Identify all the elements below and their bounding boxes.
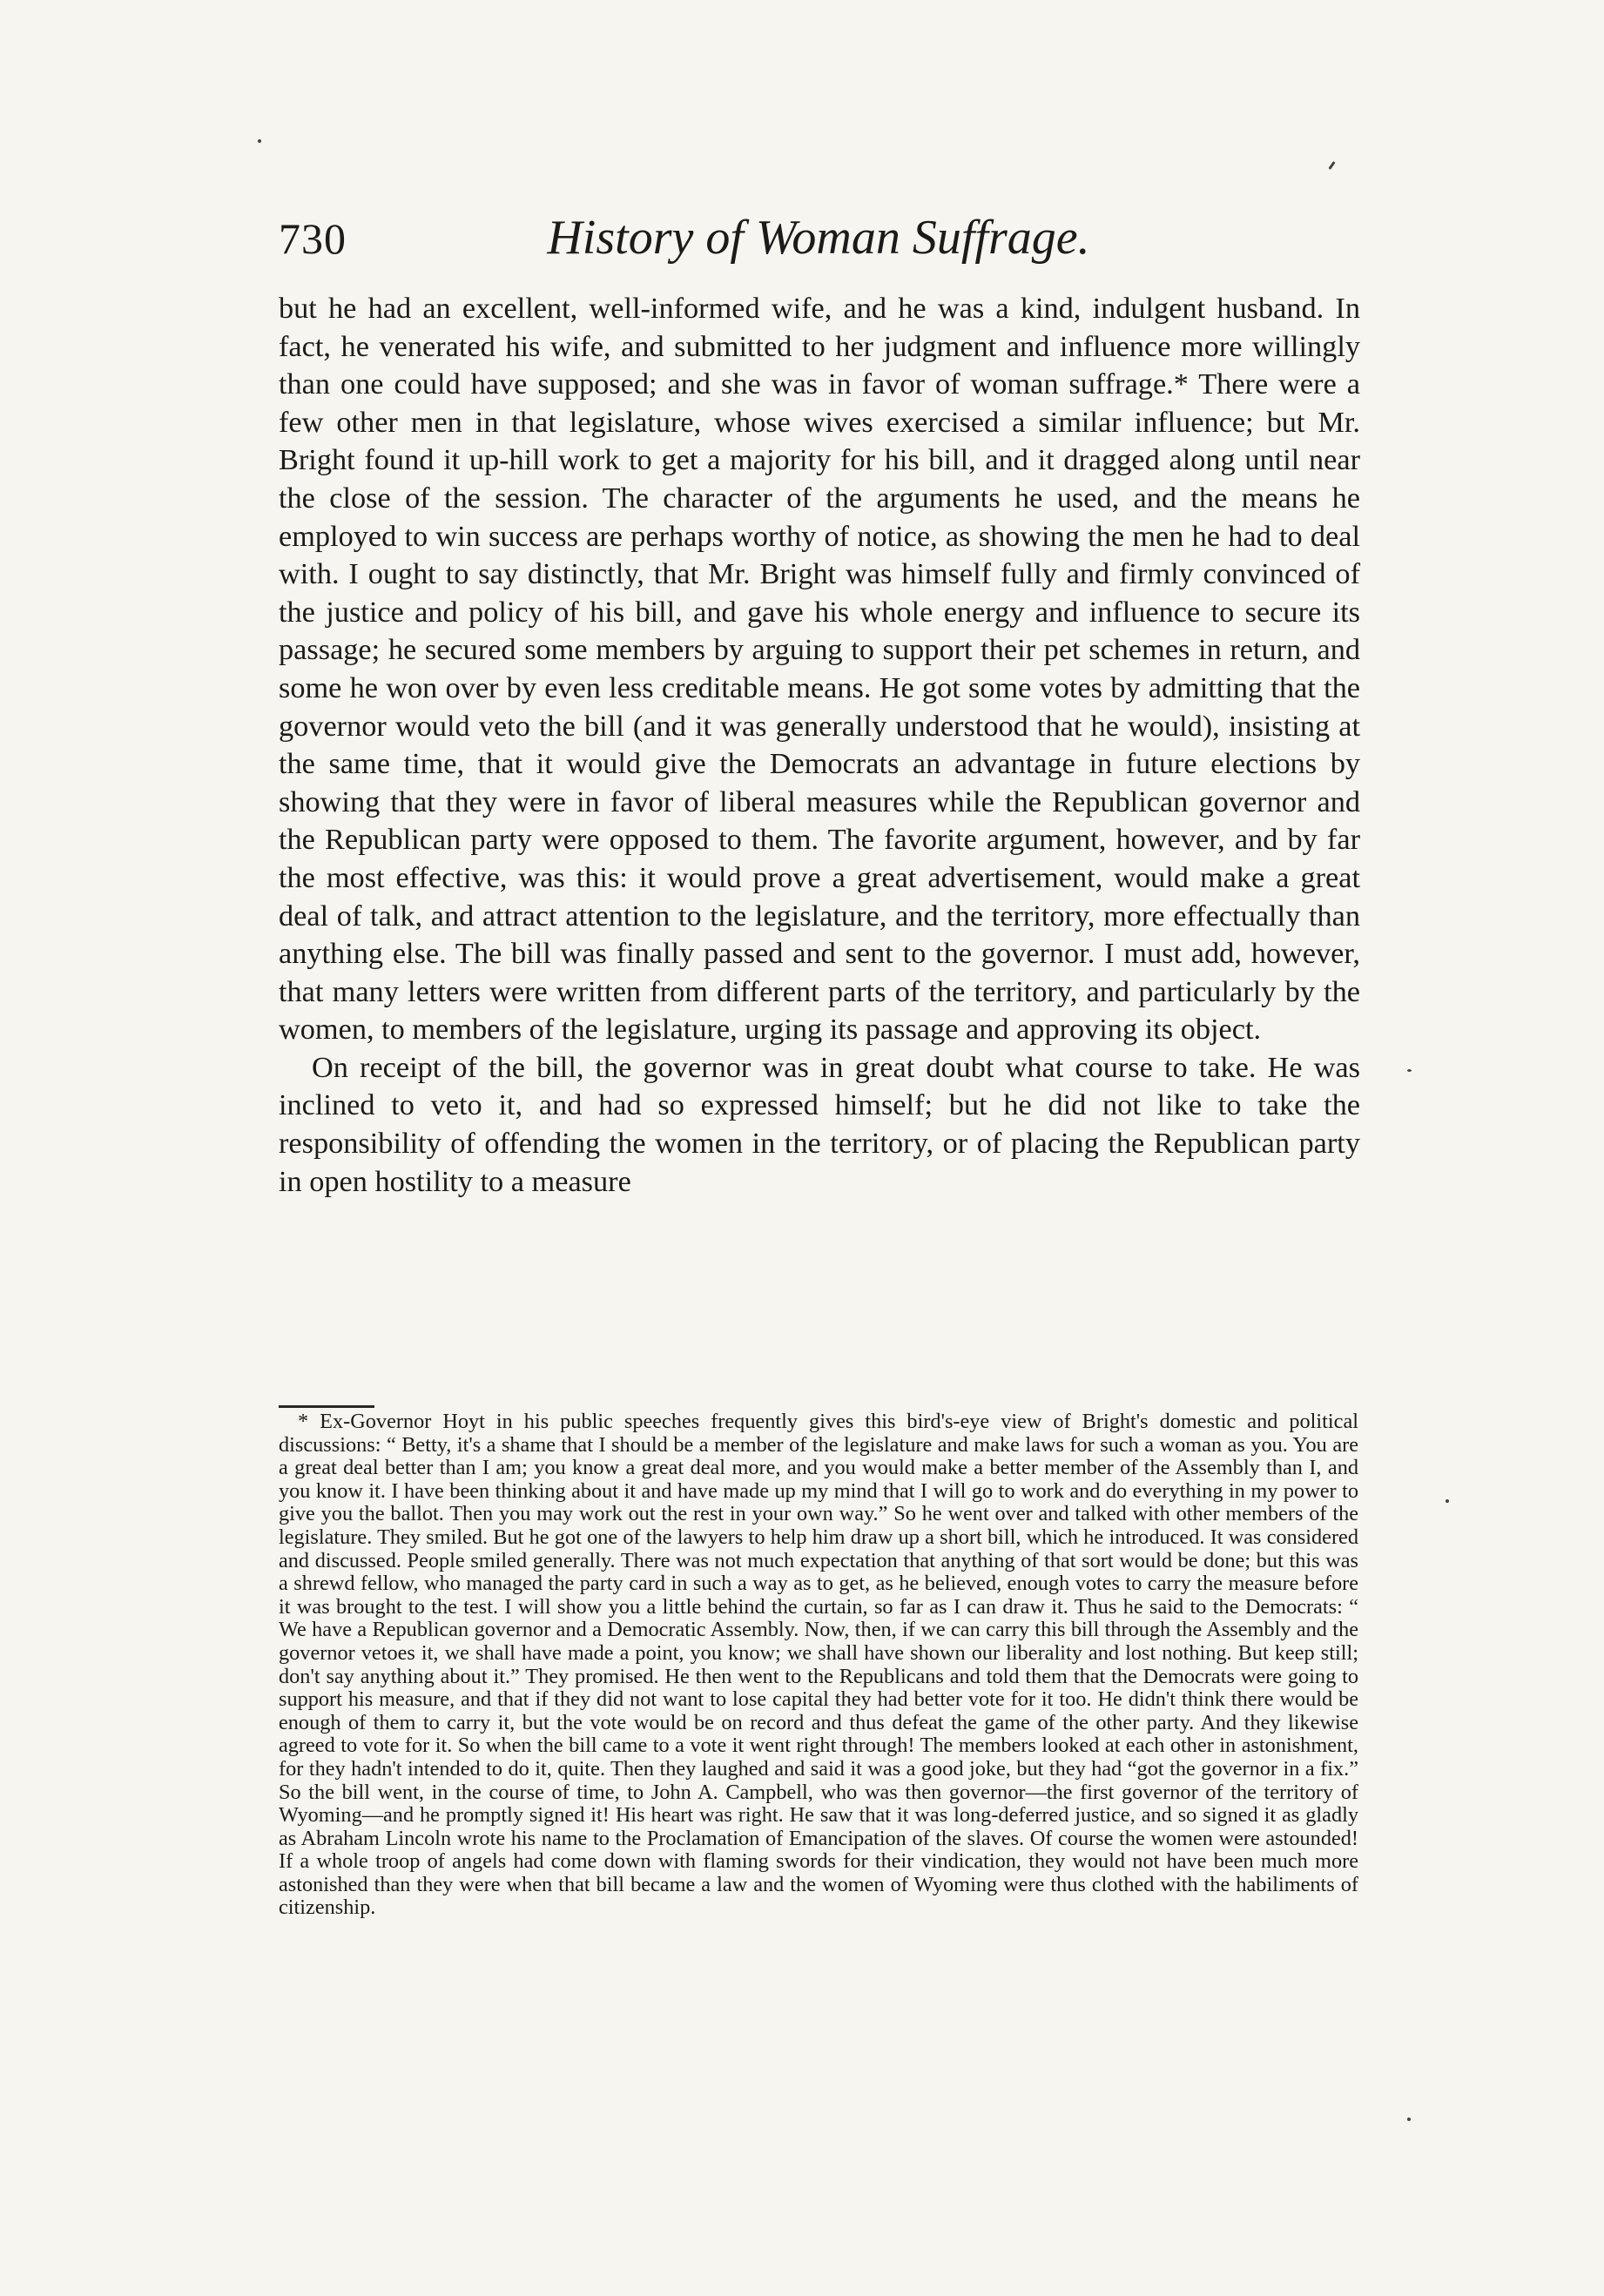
scan-speck: [1407, 2118, 1411, 2121]
footnote-divider: [279, 1405, 374, 1408]
running-title: History of Woman Suffrage.: [547, 211, 1090, 265]
footnote-text: * Ex-Governor Hoyt in his public speeches frequently gives this bird's-eye view of Bright's domestic and political discussions: “ Betty, it's a shame that I should be a member of the legislature and make laws for such a woman as you. You are a great deal better than I am; you know a great deal more, and you would make a better member of the Assembly than I, and you know it. I have been thinking about it and have made up my mind that I will go to work and do everything in my power to give you the ballot. Then you may work out the rest in your own way.” So he went over and talked with other members of the legislature. They smiled. But he got one of the lawyers to help him draw up a short bill, which he introduced. It was considered and discussed. People smiled generally. There was not much expectation that anything of that sort would be done; but this was a shrewd fellow, who managed the party card in such a way as to get, as he believed, enough votes to carry the measure before it was brought to the test. I will show you a little behind the curtain, so far as I can draw it. Thus he said to the Democrats: “ We have a Republican governor and a Democratic Assembly. Now, then, if we can carry this bill through the Assembly and the governor vetoes it, we shall have made a point, you know; we shall have shown our liberality and lost nothing. But keep still; don't say anything about it.” They promised. He then went to the Republicans and told them that the Democrats were going to support his measure, and that if they did not want to lose capital they had better vote for it too. He didn't think there would be enough of them to carry it, but the vote would be on record and thus defeat the game of the other party. And they likewise agreed to vote for it. So when the bill came to a vote it went right through! The members looked at each other in astonishment, for they hadn't intended to do it, quite. Then they laughed and said it was a good joke, but they had “got the governor in a fix.” So the bill went, in the course of time, to John A. Campbell, who was then governor—the first governor of the territory of Wyoming—and he promptly signed it! His heart was right. He saw that it was long-deferred justice, and so signed it as gladly as Abraham Lincoln wrote his name to the Proclamation of Emancipation of the slaves. Of course the women were astounded! If a whole troop of angels had come down with flaming swords for their vindication, they would not have been much more astonished than they were when that bill became a law and the women of Wyoming were thus clothed with the habiliments of citizenship.: [279, 1410, 1358, 1920]
page-header: [279, 205, 1358, 283]
body-text: [279, 290, 1360, 1201]
scan-speck: [1446, 1499, 1449, 1503]
footnote: [279, 1411, 1358, 1920]
scan-speck: [258, 139, 261, 143]
scan-speck: [1407, 1069, 1412, 1072]
scan-speck: [1328, 161, 1335, 170]
body-paragraph: On receipt of the bill, the governor was in great doubt what course to take. He was inclined to veto it, and had so expressed himself; but he did not like to take the responsibility of offending the women in the territory, or of placing the Republican party in open hostility to a measure: [279, 1050, 1360, 1198]
body-paragraph: but he had an excellent, well-informed wife, and he was a kind, indulgent husband. In fact, he venerated his wife, and submitted to her judgment and influence more willingly than one could have supposed; and she was in favor of woman suffrage.* There were a few other men in that legislature, whose wives exercised a similar influence; but Mr. Bright found it up-hill work to get a majority for his bill, and it dragged along until near the close of the session. The character of the arguments he used, and the means he employed to win success are perhaps worthy of notice, as showing the men he had to deal with. I ought to say distinctly, that Mr. Bright was himself fully and firmly convinced of the justice and policy of his bill, and gave his whole energy and influence to secure its passage; he secured some members by arguing to support their pet schemes in return, and some he won over by even less creditable means. He got some votes by admitting that the governor would veto the bill (and it was generally understood that he would), insisting at the same time, that it would give the Democrats an advantage in future elections by showing that they were in favor of liberal measures while the Republican governor and the Republican party were opposed to them. The favorite argument, however, and by far the most effective, was this: it would prove a great advertisement, would make a great deal of talk, and attract attention to the legislature, and the territory, more effectually than anything else. The bill was finally passed and sent to the governor. I must add, however, that many letters were written from different parts of the territory, and particularly by the women, to members of the legislature, urging its passage and approving its object.: [279, 292, 1360, 1047]
page-number: 730: [279, 214, 347, 263]
